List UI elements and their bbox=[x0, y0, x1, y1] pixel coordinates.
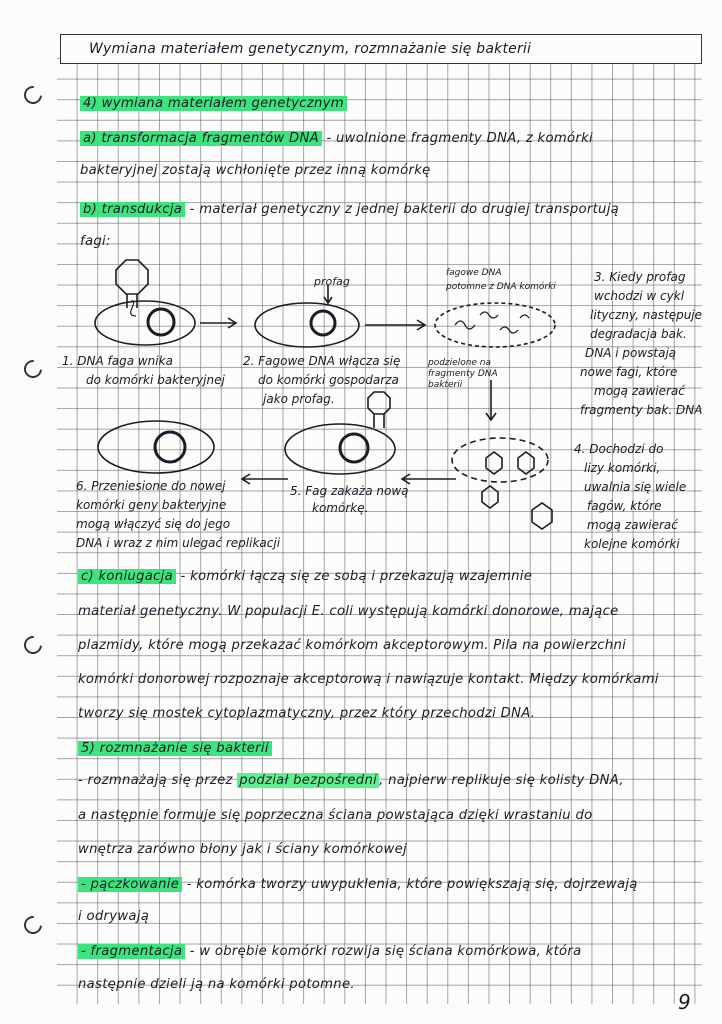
step-5-line-1: 5. Fag zakaża nową bbox=[290, 484, 409, 498]
step-3-line-6: nowe fagi, które bbox=[580, 365, 678, 379]
arrow-3 bbox=[486, 380, 496, 420]
step-4-line-4: fagów, które bbox=[587, 499, 662, 513]
step-6-line-3: mogą włączyć się do jego bbox=[76, 517, 231, 531]
step-6-line-1: 6. Przeniesione do nowej bbox=[76, 479, 226, 493]
page-title: Wymiana materiałem genetycznym, rozmnażanie się bakterii bbox=[89, 41, 532, 57]
reproduction-line-1: - rozmnażają się przez podział bezpośredni , najpierw replikuje się kolisty DNA, bbox=[78, 773, 624, 788]
phage-tail-icon bbox=[374, 414, 384, 428]
phage-dna-label-2: potomne z DNA komórki bbox=[446, 282, 556, 292]
conjugation-line-3: plazmidy, które mogą przekazać komórkom akceptorowym. Pila na powierzchni bbox=[78, 638, 627, 653]
step-3-line-7: mogą zawierać bbox=[594, 384, 685, 398]
page-number: 9 bbox=[678, 990, 691, 1014]
phage-icon bbox=[518, 452, 534, 474]
bacterial-chromosome-5 bbox=[340, 434, 368, 462]
step-2-line-2: do komórki gospodarza bbox=[258, 373, 399, 387]
conjugation-line-2: materiał genetyczny. W populacji E. coli występują komórki donorowe, mające bbox=[78, 604, 619, 619]
bacterial-chromosome-2 bbox=[311, 311, 335, 335]
step-4-line-2: lizy komórki, bbox=[584, 461, 661, 475]
step-3-line-2: wchodzi w cykl bbox=[594, 289, 685, 303]
step-2-line-3: jako profag. bbox=[263, 392, 335, 406]
conjugation-line-5: tworzy się mostek cytoplazmatyczny, przez który przechodzi DNA. bbox=[78, 706, 536, 721]
step-3-line-8: fragmenty bak. DNA bbox=[580, 403, 703, 417]
transduction-line-2: fagi: bbox=[80, 234, 111, 249]
step-3-line-4: degradacja bak. bbox=[590, 327, 687, 341]
bacterial-chromosome-6 bbox=[155, 432, 185, 462]
section-4-heading: 4) wymiana materiałem genetycznym bbox=[80, 96, 347, 111]
bacterial-cell-2 bbox=[255, 303, 359, 347]
fragment-label-1: podzielone na bbox=[428, 358, 492, 368]
phage-head-icon bbox=[116, 260, 148, 294]
transformation-line: a) transformacja fragmentów DNA - uwolnione fragmenty DNA, z komórki bbox=[80, 131, 593, 146]
fragmentation-line-2: następnie dzieli ją na komórki potomne. bbox=[78, 977, 355, 992]
fragmentation-line-1: - fragmentacja - w obrębie komórki rozwija się ściana komórkowa, która bbox=[78, 944, 582, 959]
section-5-heading: 5) rozmnażanie się bakterii bbox=[78, 741, 272, 756]
fragment-label-3: bakterii bbox=[428, 380, 463, 390]
phage-icon bbox=[532, 503, 552, 529]
budding-line-2: i odrywają bbox=[78, 909, 150, 924]
phage-dna-label-1: fagowe DNA bbox=[446, 268, 502, 278]
budding-line-1: - pączkowanie - komórka tworzy uwypuklenia, które powiększają się, dojrzewają bbox=[78, 877, 638, 892]
conjugation-line-1: c) koniugacja - komórki łączą się ze sobą i przekazują wzajemnie bbox=[78, 569, 532, 584]
step-6-line-2: komórki geny bakteryjne bbox=[76, 498, 227, 512]
phage-icon bbox=[486, 452, 502, 474]
reproduction-line-3: wnętrza zarówno błony jak i ściany komórkowej bbox=[78, 842, 407, 857]
step-5-line-2: komórkę. bbox=[312, 501, 369, 515]
step-1-line-1: 1. DNA faga wnika bbox=[62, 354, 173, 368]
arrow-1 bbox=[200, 318, 236, 328]
step-4-line-6: kolejne komórki bbox=[584, 537, 680, 551]
step-4-line-5: mogą zawierać bbox=[587, 518, 678, 532]
transduction-line: b) transdukcja - materiał genetyczny z jednej bakterii do drugiej transportują bbox=[80, 202, 619, 217]
step-3-line-3: lityczny, następuje bbox=[590, 308, 703, 322]
transformation-line-2: bakteryjnej zostają wchłonięte przez inną komórkę bbox=[80, 163, 431, 178]
step-4-line-3: uwalnia się wiele bbox=[584, 480, 687, 494]
reproduction-line-2: a następnie formuje się poprzeczna ściana powstająca dzięki wrastaniu do bbox=[78, 808, 593, 823]
bacterial-cell-3 bbox=[435, 303, 555, 347]
step-3-line-5: DNA i powstają bbox=[585, 346, 677, 360]
step-1-line-2: do komórki bakteryjnej bbox=[86, 373, 225, 387]
bacterial-cell-1 bbox=[95, 301, 195, 345]
bacterial-chromosome-1 bbox=[148, 309, 174, 335]
fragment-label-2: fragmenty DNA bbox=[428, 369, 498, 379]
step-3-line-1: 3. Kiedy profag bbox=[594, 270, 686, 284]
arrow-2 bbox=[365, 320, 425, 330]
step-6-line-4: DNA i wraz z nim ulegać replikacji bbox=[76, 536, 281, 550]
arrow-5 bbox=[242, 474, 288, 484]
arrow-4 bbox=[402, 474, 456, 484]
step-4-line-1: 4. Dochodzi do bbox=[574, 442, 664, 456]
phage-icon bbox=[482, 486, 498, 508]
profag-label: profag bbox=[314, 275, 350, 288]
conjugation-line-4: komórki donorowej rozpoznaje akceptorową i nawiązuje kontakt. Między komórkami bbox=[78, 672, 659, 687]
step-2-line-1: 2. Fagowe DNA włącza się bbox=[243, 354, 401, 368]
phage-head-icon bbox=[368, 392, 390, 414]
